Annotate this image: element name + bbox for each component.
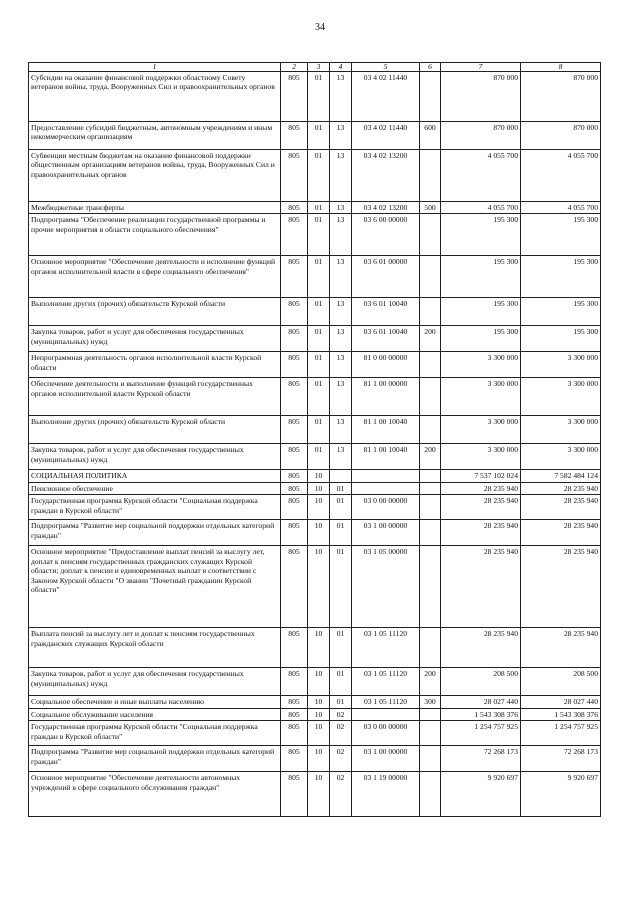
amount-year-1: 9 920 697 [441,772,521,817]
target-article-code: 03 0 00 00000 [352,721,420,746]
amount-year-1: 195 300 [441,214,521,256]
target-article-code: 03 1 19 00000 [352,772,420,817]
section-code: 01 [308,444,330,470]
amount-year-1: 1 254 757 925 [441,721,521,746]
expense-type-code [420,708,441,720]
table-row [29,352,601,378]
subsection-code [330,470,352,482]
amount-year-1: 3 300 000 [441,444,521,470]
table-row [29,696,601,708]
target-article-code [352,470,420,482]
section-code: 01 [308,150,330,202]
row-name: Основное мероприятие "Предоставление выплат пенсий за выслугу лет, доплат к пенсиям государственных гражданских служащих Курской области; доплат к пенсии и единовременных выплат в соответствии с Законом Курской области "О звании "Почетный гражданин Курской области" [29,546,281,628]
amount-year-2: 28 235 940 [521,546,601,628]
amount-year-2: 3 300 000 [521,444,601,470]
ved-code: 805 [281,628,308,668]
section-code: 10 [308,520,330,546]
table-row [29,520,601,546]
section-code: 10 [308,668,330,696]
row-name: Подпрограмма "Развитие мер социальной поддержки отдельных категорий граждан" [29,520,281,546]
amount-year-1: 195 300 [441,256,521,298]
table-row [29,122,601,150]
ved-code: 805 [281,708,308,720]
column-header-7: 7 [441,63,521,72]
row-name: Субвенции местным бюджетам на оказание финансовой поддержки общественным организациям ветеранов войны, труда, Вооруженных Сил и правоохранительных органов [29,150,281,202]
ved-code: 805 [281,72,308,122]
ved-code: 805 [281,378,308,416]
target-article-code: 03 1 00 00000 [352,746,420,772]
amount-year-2: 3 300 000 [521,378,601,416]
ved-code: 805 [281,546,308,628]
amount-year-2: 4 055 700 [521,202,601,214]
amount-year-1: 7 537 102 024 [441,470,521,482]
subsection-code: 13 [330,72,352,122]
amount-year-2: 28 235 940 [521,628,601,668]
amount-year-2: 28 235 940 [521,520,601,546]
amount-year-2: 1 254 757 925 [521,721,601,746]
header-row [29,63,601,72]
amount-year-1: 870 000 [441,122,521,150]
amount-year-1: 28 235 940 [441,546,521,628]
target-article-code: 03 0 00 00000 [352,495,420,520]
section-code: 01 [308,214,330,256]
section-code: 10 [308,546,330,628]
amount-year-1: 208 500 [441,668,521,696]
table-row [29,546,601,628]
amount-year-1: 4 055 700 [441,150,521,202]
amount-year-2: 1 543 308 376 [521,708,601,720]
subsection-code: 01 [330,628,352,668]
section-code: 01 [308,72,330,122]
ved-code: 805 [281,298,308,326]
amount-year-2: 28 027 440 [521,696,601,708]
expense-type-code: 200 [420,326,441,352]
row-name: Непрограммная деятельность органов исполнительной власти Курской области [29,352,281,378]
subsection-code: 01 [330,668,352,696]
expense-type-code [420,256,441,298]
section-code: 01 [308,416,330,444]
subsection-code: 01 [330,520,352,546]
amount-year-2: 195 300 [521,214,601,256]
amount-year-2: 208 500 [521,668,601,696]
table-row [29,495,601,520]
ved-code: 805 [281,122,308,150]
target-article-code: 03 4 02 13200 [352,150,420,202]
section-code: 01 [308,256,330,298]
amount-year-2: 9 920 697 [521,772,601,817]
target-article-code: 03 6 01 10040 [352,298,420,326]
ved-code: 805 [281,214,308,256]
section-code: 10 [308,746,330,772]
target-article-code [352,482,420,494]
expense-type-code [420,721,441,746]
subsection-code: 13 [330,352,352,378]
amount-year-2: 195 300 [521,298,601,326]
subsection-code: 13 [330,416,352,444]
target-article-code: 03 6 00 00000 [352,214,420,256]
target-article-code: 81 1 00 00000 [352,378,420,416]
section-code: 01 [308,202,330,214]
subsection-code: 13 [330,256,352,298]
target-article-code: 81 1 00 10040 [352,444,420,470]
amount-year-2: 870 000 [521,122,601,150]
ved-code: 805 [281,326,308,352]
expense-type-code [420,150,441,202]
page-number: 34 [315,22,325,33]
table-row [29,482,601,494]
section-code: 01 [308,352,330,378]
table-body [29,72,601,817]
target-article-code: 03 1 05 11120 [352,668,420,696]
column-header-8: 8 [521,63,601,72]
target-article-code: 03 4 02 11440 [352,122,420,150]
expense-type-code: 200 [420,668,441,696]
table-row [29,470,601,482]
amount-year-1: 72 268 173 [441,746,521,772]
subsection-code: 13 [330,444,352,470]
expense-type-code [420,482,441,494]
ved-code: 805 [281,668,308,696]
table-row [29,202,601,214]
amount-year-1: 28 235 940 [441,628,521,668]
amount-year-2: 870 000 [521,72,601,122]
ved-code: 805 [281,696,308,708]
expense-type-code: 500 [420,202,441,214]
ved-code: 805 [281,520,308,546]
table-row [29,416,601,444]
section-code: 10 [308,708,330,720]
ved-code: 805 [281,772,308,817]
row-name: Выполнение других (прочих) обязательств Курской области [29,416,281,444]
table-row [29,668,601,696]
amount-year-1: 3 300 000 [441,378,521,416]
row-name: Пенсионное обеспечение [29,482,281,494]
table-row [29,378,601,416]
section-code: 01 [308,378,330,416]
expense-type-code: 200 [420,444,441,470]
expense-type-code [420,628,441,668]
subsection-code: 13 [330,214,352,256]
section-code: 10 [308,721,330,746]
amount-year-1: 1 543 308 376 [441,708,521,720]
row-name: Социальное обеспечение и иные выплаты населению [29,696,281,708]
ved-code: 805 [281,150,308,202]
subsection-code: 02 [330,746,352,772]
amount-year-1: 3 300 000 [441,352,521,378]
section-code: 10 [308,482,330,494]
target-article-code: 03 1 05 11120 [352,696,420,708]
column-header-5: 5 [352,63,420,72]
ved-code: 805 [281,482,308,494]
column-header-3: 3 [308,63,330,72]
expense-type-code [420,72,441,122]
row-name: Подпрограмма "Обеспечение реализации государственной программы и прочие мероприятия в области социального обеспечения" [29,214,281,256]
ved-code: 805 [281,746,308,772]
amount-year-1: 28 235 940 [441,495,521,520]
amount-year-2: 28 235 940 [521,495,601,520]
amount-year-1: 195 300 [441,326,521,352]
amount-year-2: 3 300 000 [521,416,601,444]
expense-type-code [420,746,441,772]
subsection-code: 13 [330,378,352,416]
target-article-code: 03 4 02 13200 [352,202,420,214]
subsection-code: 02 [330,708,352,720]
ved-code: 805 [281,444,308,470]
expense-type-code [420,416,441,444]
amount-year-1: 4 055 700 [441,202,521,214]
row-name: Закупка товаров, работ и услуг для обеспечения государственных (муниципальных) нужд [29,444,281,470]
table-row [29,721,601,746]
expense-type-code [420,546,441,628]
amount-year-2: 4 055 700 [521,150,601,202]
expense-type-code [420,772,441,817]
column-header-2: 2 [281,63,308,72]
amount-year-1: 28 235 940 [441,482,521,494]
row-name: Государственная программа Курской области "Социальная поддержка граждан в Курской области" [29,495,281,520]
row-name: Социальное обслуживание населения [29,708,281,720]
column-header-1: 1 [29,63,281,72]
section-code: 01 [308,298,330,326]
subsection-code: 02 [330,721,352,746]
amount-year-2: 7 582 484 124 [521,470,601,482]
row-name: Предоставление субсидий бюджетным, автономным учреждениям и иным некоммерческим организациям [29,122,281,150]
row-name: Основное мероприятие "Обеспечение деятельности автономных учреждений в сфере социального обслуживания граждан" [29,772,281,817]
expense-type-code [420,352,441,378]
section-code: 10 [308,470,330,482]
expense-type-code [420,470,441,482]
subsection-code: 01 [330,482,352,494]
column-header-6: 6 [420,63,441,72]
table-row [29,746,601,772]
target-article-code: 03 4 02 11440 [352,72,420,122]
row-name: Основное мероприятие "Обеспечение деятельности и исполнение функций органов исполнительной власти в сфере социального обеспечения" [29,256,281,298]
amount-year-2: 195 300 [521,326,601,352]
amount-year-2: 72 268 173 [521,746,601,772]
expense-type-code: 600 [420,122,441,150]
ved-code: 805 [281,470,308,482]
section-code: 01 [308,326,330,352]
subsection-code: 01 [330,546,352,628]
table-row [29,444,601,470]
ved-code: 805 [281,352,308,378]
ved-code: 805 [281,495,308,520]
target-article-code: 81 1 00 10040 [352,416,420,444]
ved-code: 805 [281,256,308,298]
subsection-code: 13 [330,202,352,214]
amount-year-2: 3 300 000 [521,352,601,378]
table-row [29,256,601,298]
budget-table [28,62,601,817]
row-name: Межбюджетные трансферты [29,202,281,214]
subsection-code: 01 [330,696,352,708]
ved-code: 805 [281,721,308,746]
amount-year-1: 870 000 [441,72,521,122]
row-name: Обеспечение деятельности и выполнение функций государственных органов исполнительной власти Курской области [29,378,281,416]
table-row [29,628,601,668]
subsection-code: 13 [330,298,352,326]
row-name: Субсидии на оказание финансовой поддержки областному Совету ветеранов войны, труда, Вооруженных Сил и правоохранительных органов [29,72,281,122]
row-name: Закупка товаров, работ и услуг для обеспечения государственных (муниципальных) нужд [29,668,281,696]
expense-type-code [420,214,441,256]
row-name: Закупка товаров, работ и услуг для обеспечения государственных (муниципальных) нужд [29,326,281,352]
table-row [29,150,601,202]
row-name: Государственная программа Курской области "Социальная поддержка граждан в Курской области" [29,721,281,746]
subsection-code: 02 [330,772,352,817]
expense-type-code [420,298,441,326]
table-row [29,326,601,352]
table-row [29,214,601,256]
amount-year-2: 28 235 940 [521,482,601,494]
target-article-code: 03 6 01 10040 [352,326,420,352]
section-code: 10 [308,495,330,520]
amount-year-1: 28 027 440 [441,696,521,708]
amount-year-1: 195 300 [441,298,521,326]
table-row [29,72,601,122]
target-article-code: 03 1 05 11120 [352,628,420,668]
table-row [29,298,601,326]
section-code: 10 [308,772,330,817]
target-article-code: 03 6 01 00000 [352,256,420,298]
section-code: 10 [308,696,330,708]
row-name: Выплата пенсий за выслугу лет и доплат к пенсиям государственных гражданских служащих Курской области [29,628,281,668]
expense-type-code [420,378,441,416]
amount-year-1: 28 235 940 [441,520,521,546]
expense-type-code [420,495,441,520]
expense-type-code: 300 [420,696,441,708]
row-name: СОЦИАЛЬНАЯ ПОЛИТИКА [29,470,281,482]
ved-code: 805 [281,202,308,214]
target-article-code [352,708,420,720]
table-row [29,708,601,720]
target-article-code: 03 1 05 00000 [352,546,420,628]
subsection-code: 13 [330,150,352,202]
table-row [29,772,601,817]
row-name: Подпрограмма "Развитие мер социальной поддержки отдельных категорий граждан" [29,746,281,772]
subsection-code: 13 [330,122,352,150]
target-article-code: 81 0 00 00000 [352,352,420,378]
subsection-code: 01 [330,495,352,520]
column-header-4: 4 [330,63,352,72]
row-name: Выполнение других (прочих) обязательств Курской области [29,298,281,326]
expense-type-code [420,520,441,546]
ved-code: 805 [281,416,308,444]
target-article-code: 03 1 00 00000 [352,520,420,546]
subsection-code: 13 [330,326,352,352]
amount-year-1: 3 300 000 [441,416,521,444]
amount-year-2: 195 300 [521,256,601,298]
section-code: 10 [308,628,330,668]
section-code: 01 [308,122,330,150]
